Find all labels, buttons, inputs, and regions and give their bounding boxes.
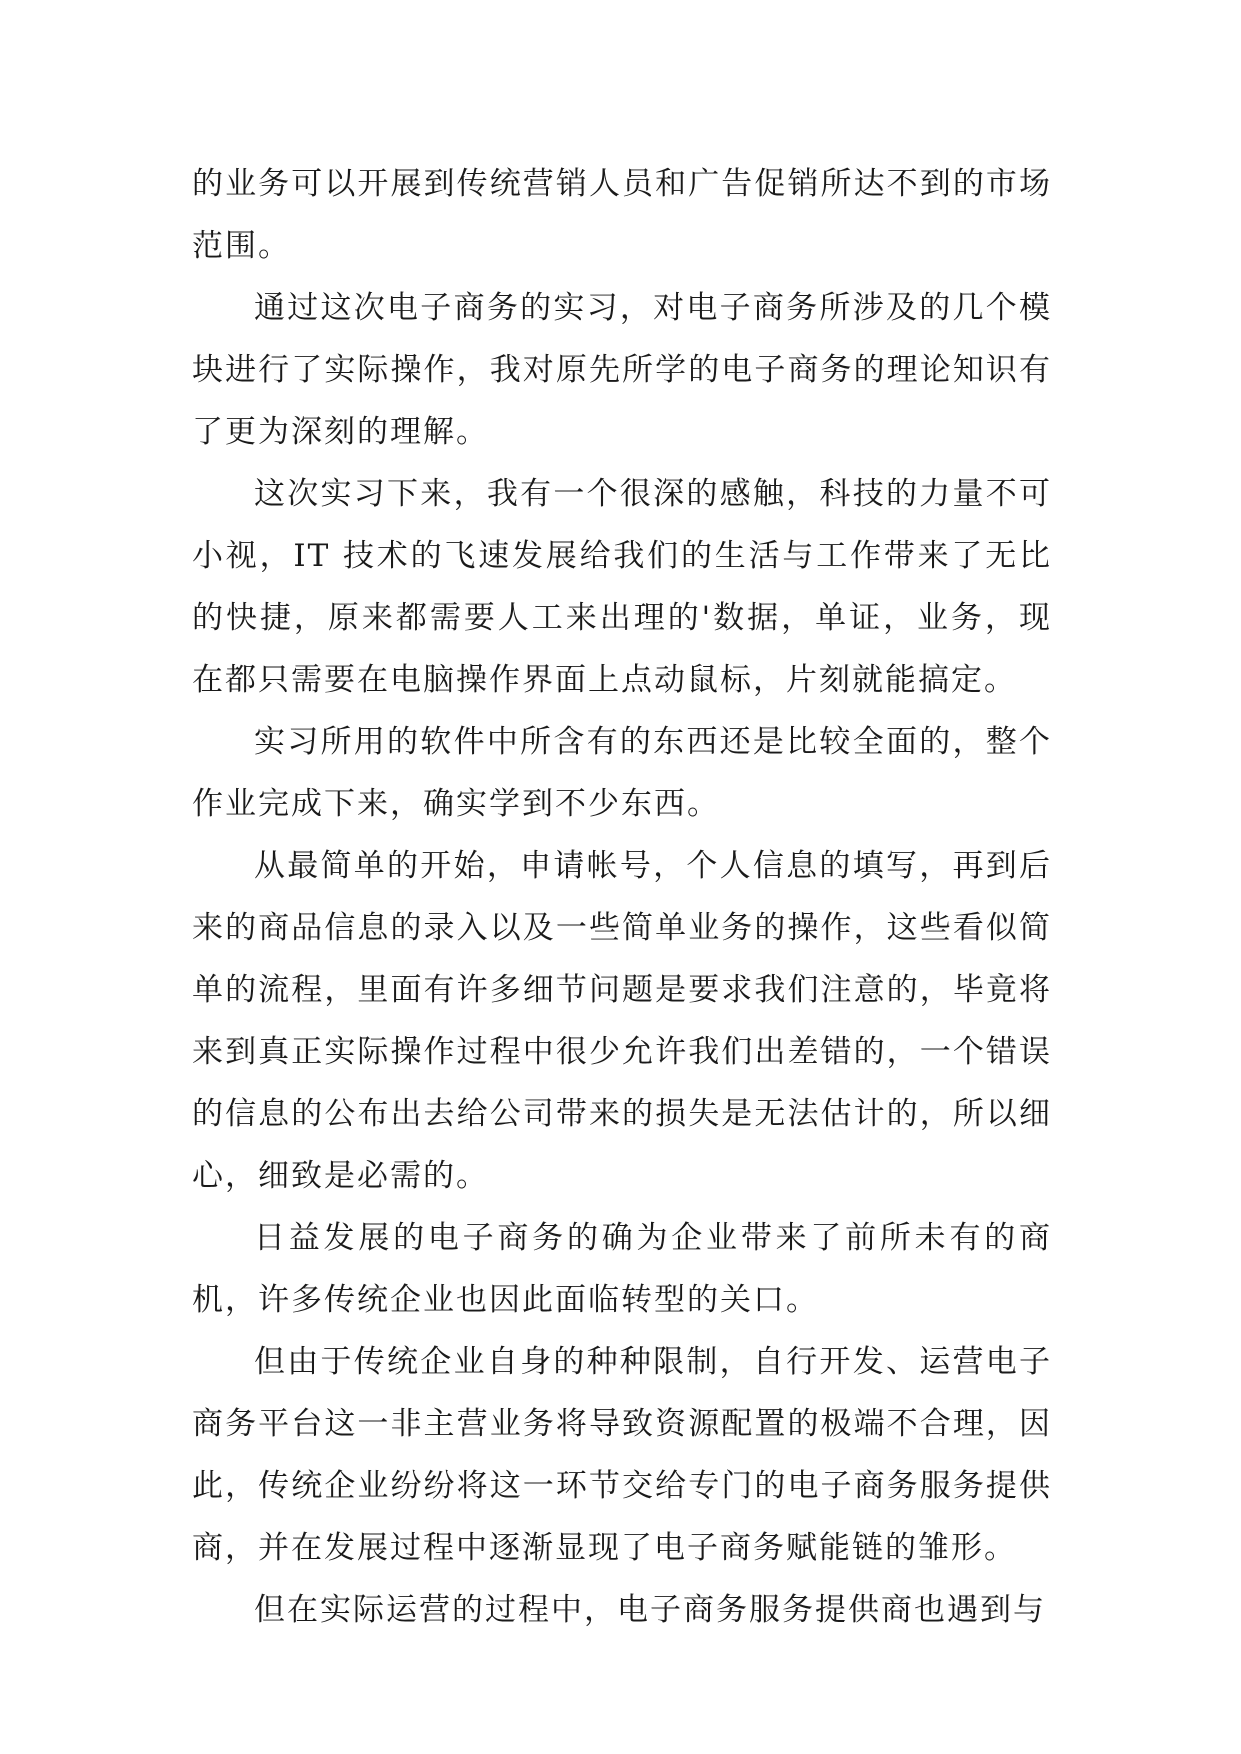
paragraph-7: 但由于传统企业自身的种种限制，自行开发、运营电子商务平台这一非主营业务将导致资源配置的极端不合理，因此，传统企业纷纷将这一环节交给专门的电子商务服务提供商，并在发展过程中逐渐显现了电子商务赋能链的雏形。: [192, 1344, 1052, 1566]
paragraph-2: 通过这次电子商务的实习，对电子商务所涉及的几个模块进行了实际操作，我对原先所学的电子商务的理论知识有了更为深刻的理解。: [192, 290, 1052, 450]
paragraph-8: 但在实际运营的过程中，电子商务服务提供商也遇到与: [254, 1592, 1046, 1628]
paragraph-6: 日益发展的电子商务的确为企业带来了前所未有的商机，许多传统企业也因此面临转型的关口。: [192, 1220, 1052, 1318]
paragraph-3: 这次实习下来，我有一个很深的感触，科技的力量不可小视，IT 技术的飞速发展给我们的生活与工作带来了无比的快捷，原来都需要人工来出理的'数据，单证，业务，现在都只需要在电脑操作界面上点动鼠标，片刻就能搞定。: [192, 476, 1052, 698]
paragraph-4: 实习所用的软件中所含有的东西还是比较全面的，整个作业完成下来，确实学到不少东西。: [192, 724, 1052, 822]
paragraph-5: 从最简单的开始，申请帐号，个人信息的填写，再到后来的商品信息的录入以及一些简单业务的操作，这些看似简单的流程，里面有许多细节问题是要求我们注意的，毕竟将来到真正实际操作过程中很少允许我们出差错的，一个错误的信息的公布出去给公司带来的损失是无法估计的，所以细心，细致是必需的。: [192, 848, 1052, 1194]
document-page: [192, 153, 1052, 1641]
paragraph-1: 的业务可以开展到传统营销人员和广告促销所达不到的市场范围。: [192, 166, 1052, 264]
